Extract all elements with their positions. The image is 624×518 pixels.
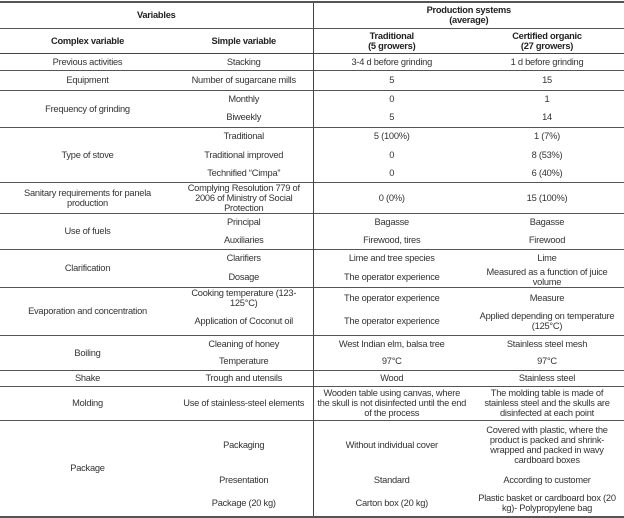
simple-variable-cell: Biweekly: [226, 112, 262, 123]
table-row: [0, 420, 624, 470]
simple-variable-cell: Number of sugarcane mills: [175, 70, 313, 90]
organic-cell: 1 d before grinding: [510, 56, 584, 67]
table-row: [0, 127, 624, 145]
simple-variable-cell: Trough and utensils: [175, 370, 313, 386]
simple-variable-cell: Complying Resolution 779 of 2006 of Ministry of Social Protection: [175, 182, 313, 213]
organic-cell: According to customer: [503, 475, 591, 485]
table-row: [0, 386, 624, 420]
organic-cell: Applied depending on temperature (125°C): [479, 311, 615, 332]
traditional-cell: Carton box (20 kg): [313, 490, 470, 517]
organic-cell: The molding table is made of stainless steel and the skulls are disinfected at each point: [470, 386, 624, 420]
organic-cell: 1: [470, 90, 624, 108]
organic-cell: Measured as a function of juice volume: [486, 267, 608, 287]
organic-cell: Stainless steel: [470, 370, 624, 386]
simple-variable-cell: Application of Coconut oil: [194, 316, 293, 327]
simple-variable-cell: Clarifiers: [175, 249, 313, 267]
production-systems-table: [0, 1, 624, 518]
complex-variable-cell: Clarification: [0, 249, 175, 288]
organic-cell: 1 (7%): [470, 127, 624, 145]
header-production-systems: [313, 2, 624, 28]
complex-variable-cell: Type of stove: [0, 127, 175, 182]
simple-variable-cell: Traditional: [175, 127, 313, 145]
traditional-cell: Standard: [313, 470, 470, 490]
organic-cell: Firewood: [528, 234, 566, 245]
complex-variable-cell: Sanitary requirements for panela production: [0, 182, 175, 213]
traditional-cell: Wood: [313, 370, 470, 386]
simple-variable-cell: Package (20 kg): [211, 498, 276, 508]
simple-variable-cell: Presentation: [219, 475, 269, 485]
table-row: [0, 53, 624, 70]
table-body: [0, 53, 624, 517]
traditional-cell: 0: [313, 90, 470, 108]
organic-cell: 14: [542, 112, 552, 123]
organic-cell: 6 (40%): [531, 167, 563, 178]
complex-variable-cell: Previous activities: [52, 56, 123, 67]
simple-variable-cell: Cleaning of honey: [175, 335, 313, 353]
traditional-cell: Firewood, tires: [313, 231, 470, 249]
organic-cell: 15 (100%): [470, 182, 624, 213]
organic-cell: Stainless steel mesh: [470, 335, 624, 353]
organic-cell: Lime: [470, 249, 624, 267]
traditional-cell: The operator experience: [313, 308, 470, 335]
header-simple-variable: Simple variable: [175, 28, 313, 53]
table-row: [0, 249, 624, 267]
traditional-cell: Lime and tree species: [313, 249, 470, 267]
simple-variable-cell: Stacking: [226, 56, 261, 67]
traditional-cell: 3-4 d before grinding: [313, 53, 470, 70]
organic-cell: 8 (53%): [531, 149, 563, 160]
traditional-cell: The operator experience: [313, 288, 470, 309]
traditional-cell: Bagasse: [313, 213, 470, 231]
simple-variable-cell: Monthly: [175, 90, 313, 108]
header-traditional: [313, 28, 470, 53]
traditional-cell: 0: [313, 145, 470, 164]
traditional-cell: 97°C: [313, 353, 470, 370]
simple-variable-cell: Cooking temperature (123-125°C): [175, 288, 313, 309]
complex-variable-cell: Package: [0, 420, 175, 517]
simple-variable-cell: Traditional improved: [204, 149, 284, 160]
traditional-cell: West Indian elm, balsa tree: [313, 335, 470, 353]
complex-variable-cell: Frequency of grinding: [0, 90, 175, 127]
table-row: [0, 288, 624, 309]
organic-cell: Bagasse: [470, 213, 624, 231]
organic-cell: Covered with plastic, where the product is packed and shrink-wrapped and packed in wavy cardboard boxes: [470, 420, 624, 470]
simple-variable-cell: Packaging: [175, 420, 313, 470]
organic-cell: 97°C: [537, 356, 557, 367]
organic-cell: Plastic basket or cardboard box (20 kg)- Polypropylene bag: [478, 493, 616, 513]
table-row: [0, 90, 624, 108]
header-organic-title: Certified organic: [512, 30, 582, 41]
simple-variable-cell: Temperature: [219, 356, 269, 367]
simple-variable-cell: Use of stainless-steel elements: [175, 386, 313, 420]
header-production-systems-title: Production systems: [426, 5, 511, 16]
simple-variable-cell: Auxiliaries: [223, 234, 264, 245]
header-complex-variable: Complex variable: [0, 28, 175, 53]
traditional-cell: 5 (100%): [313, 127, 470, 145]
complex-variable-cell: Molding: [0, 386, 175, 420]
header-traditional-title: Traditional: [369, 30, 414, 41]
simple-variable-cell: Dosage: [228, 272, 260, 282]
simple-variable-cell: Principal: [175, 213, 313, 231]
table-row: [0, 182, 624, 213]
header-variables: Variables: [0, 2, 313, 28]
traditional-cell: Wooden table using canvas, where the skull is not disinfected until the end of the process: [313, 386, 470, 420]
organic-cell: Measure: [470, 288, 624, 309]
organic-cell: 15: [470, 70, 624, 90]
complex-variable-cell: Shake: [0, 370, 175, 386]
table-row: [0, 213, 624, 231]
simple-variable-cell: Technified “Cimpa”: [207, 167, 281, 178]
traditional-cell: 0 (0%): [313, 182, 470, 213]
traditional-cell: 0: [313, 164, 470, 182]
traditional-cell: 5: [313, 70, 470, 90]
header-organic-sub: (27 growers): [520, 40, 574, 51]
complex-variable-cell: Use of fuels: [0, 213, 175, 249]
traditional-cell: 5: [313, 108, 470, 127]
table-row: [0, 370, 624, 386]
header-traditional-sub: (5 growers): [368, 40, 416, 51]
table-row: [0, 70, 624, 90]
traditional-cell: The operator experience: [313, 267, 470, 288]
table-row: [0, 335, 624, 353]
header-production-systems-sub: (average): [449, 15, 489, 26]
header-organic: [470, 28, 624, 53]
complex-variable-cell: Equipment: [0, 70, 175, 90]
complex-variable-cell: Boiling: [0, 335, 175, 370]
traditional-cell: Without individual cover: [313, 420, 470, 470]
complex-variable-cell: Evaporation and concentration: [0, 288, 175, 336]
